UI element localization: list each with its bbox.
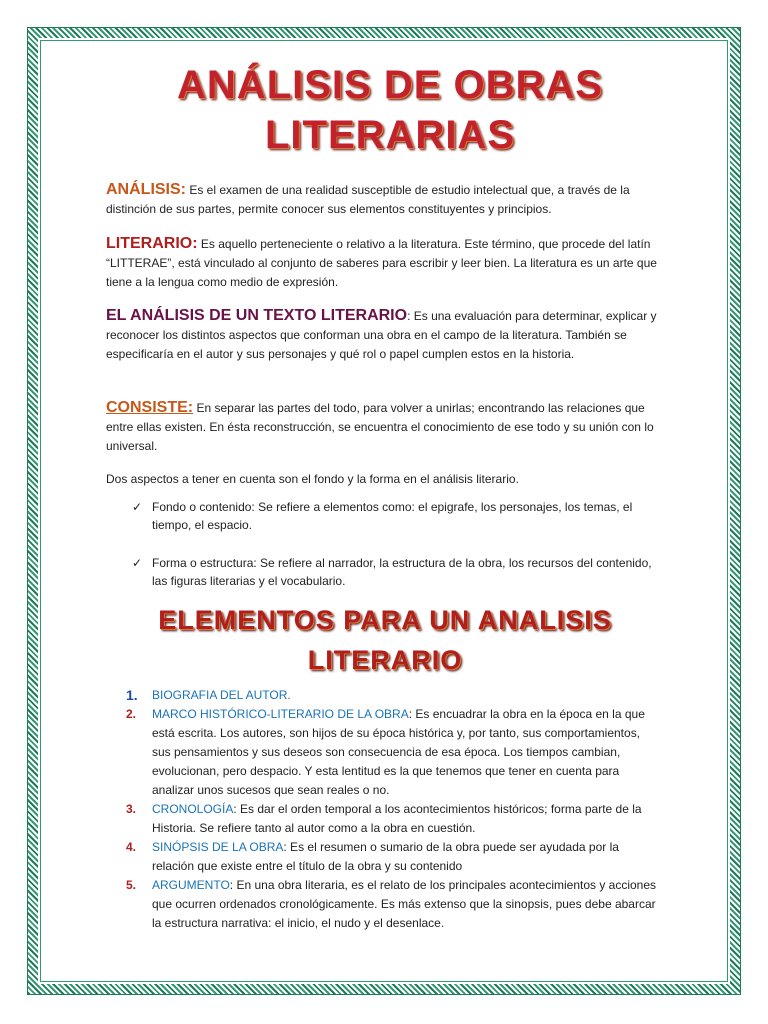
element-text: : Es dar el orden temporal a los acontecimientos históricos; forma parte de la Historia. Se refiere tanto al autor como a la obra en cuestión.: [152, 802, 642, 835]
definition-analisis-texto-literario: [106, 306, 664, 364]
definition-text: Es aquello perteneciente o relativo a la literatura. Este término, que procede del latín “LITTERAE”, está vinculado al conjunto de saberes para escribir y leer bien. La literatura es un arte que tiene a la lengua como medio de expresión.: [106, 237, 657, 289]
list-number: 5.: [126, 878, 137, 892]
element-keyword: BIOGRAFIA DEL AUTOR.: [152, 688, 291, 702]
list-item: [122, 705, 662, 800]
element-keyword: CRONOLOGÍA: [152, 802, 234, 816]
definition-analisis: [106, 180, 664, 219]
definition-consiste: [106, 398, 664, 456]
aspects-intro: Dos aspectos a tener en cuenta son el fondo y la forma en el análisis literario.: [106, 472, 519, 486]
aspect-label: Fondo o contenido:: [152, 500, 255, 514]
checkmark-icon: ✓: [132, 500, 143, 514]
element-keyword: ARGUMENTO: [152, 878, 230, 892]
element-keyword: SINÓPSIS DE LA OBRA: [152, 840, 284, 854]
elements-title-line-1: ELEMENTOS PARA UN ANALISIS: [158, 605, 612, 635]
list-item: [122, 686, 662, 705]
definition-text: En separar las partes del todo, para volver a unirlas; encontrando las relaciones que entre ellas existen. En ésta reconstrucción, se encuentra el conocimiento de ese todo y su unión con lo universal.: [106, 401, 654, 453]
list-item: [122, 876, 662, 933]
page-title-line-2: LITERARIAS: [265, 113, 515, 157]
definition-term: LITERARIO:: [106, 235, 198, 252]
page-title-line-1: ANÁLISIS DE OBRAS: [177, 63, 603, 107]
definition-term: EL ANÁLISIS DE UN TEXTO LITERARIO: [106, 307, 408, 324]
elements-list: [122, 686, 662, 933]
list-number: 1.: [126, 687, 138, 703]
list-number: 3.: [126, 802, 137, 816]
aspect-text: Se refiere a elementos como: el epigrafe, los personajes, los temas, el tiempo, el espacio.: [152, 500, 633, 532]
element-text: : Es el resumen o sumario de la obra puede ser ayudada por la relación que existe entre el título de la obra y su contenido: [152, 840, 619, 873]
definition-text: : Es una evaluación para determinar, explicar y reconocer los distintos aspectos que conforman una obra en el campo de la literatura. También se especificaría en el autor y sus personajes y qué rol o papel cumplen estos en la historia.: [106, 309, 657, 361]
definition-text: Es el examen de una realidad susceptible de estudio intelectual que, a través de la distinción de sus partes, permite conocer sus elementos constituyentes y principios.: [106, 183, 630, 216]
checkmark-icon: ✓: [132, 556, 143, 570]
list-item: [122, 838, 662, 876]
definition-literario: [106, 234, 664, 292]
list-item: [122, 800, 662, 838]
aspect-text: Se refiere al narrador, la estructura de la obra, los recursos del contenido, las figuras literarias y el vocabulario.: [152, 556, 652, 588]
element-text: : En una obra literaria, es el relato de los principales acontecimientos y acciones que ocurren ordenados cronológicamente. Es más extenso que la sinopsis, pues debe abarcar la estructura narrativa: el inicio, el nudo y el desenlace.: [152, 878, 657, 930]
element-text: : Es encuadrar la obra en la época en la que está escrita. Los autores, son hijos de su época histórica y, por tanto, sus comportamientos, sus pensamientos y sus deseos son consecuencia de esa época. Los tiempos cambian, evolucionan, pero despacio. Y esta lentitud es la que tenemos que tener en cuenta para analizar unos sucesos que sean reales o no.: [152, 707, 645, 797]
list-number: 4.: [126, 840, 137, 854]
definition-term: ANÁLISIS:: [106, 181, 186, 198]
list-number: 2.: [126, 707, 137, 721]
elements-title-line-2: LITERARIO: [307, 645, 463, 675]
aspect-label: Forma o estructura:: [152, 556, 257, 570]
element-keyword: MARCO HISTÓRICO-LITERARIO DE LA OBRA: [152, 707, 409, 721]
definition-term: CONSISTE:: [106, 399, 194, 416]
